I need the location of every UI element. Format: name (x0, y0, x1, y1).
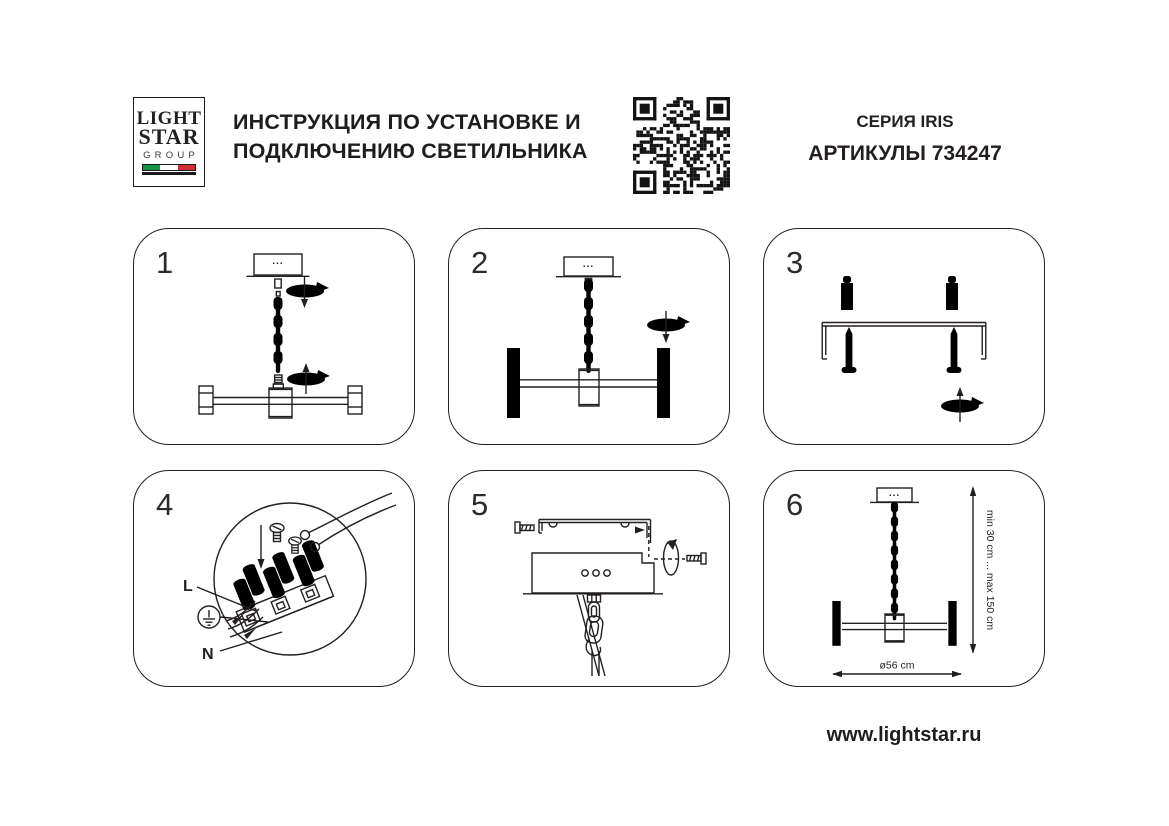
step1-diagram (134, 229, 416, 446)
qr-code (633, 97, 730, 194)
step2-diagram (449, 229, 731, 446)
logo-word-light: LIGHT (136, 107, 202, 129)
panel-step-4 (133, 470, 415, 687)
svg-text:L: L (183, 578, 193, 595)
svg-text:...: ... (582, 259, 595, 270)
logo-word-star: STAR (138, 123, 200, 149)
step-number: 6 (786, 487, 804, 522)
panel-step-5 (448, 470, 730, 687)
articles-label: АРТИКУЛЫ 734247 (808, 142, 1002, 165)
panel-step-1 (133, 228, 415, 445)
step-number: 4 (156, 487, 174, 522)
lightstar-logo (133, 97, 205, 187)
step3-diagram (764, 229, 1046, 446)
svg-text:min 30 cm ... max 150 cm: min 30 cm ... max 150 cm (984, 509, 996, 631)
step4-diagram (134, 471, 416, 688)
step6-diagram (764, 471, 1046, 688)
svg-text:...: ... (272, 256, 284, 267)
panel-step-6 (763, 470, 1045, 687)
product-info (760, 112, 1050, 166)
step-number: 1 (156, 245, 174, 280)
svg-text:N: N (202, 646, 214, 663)
step-number: 3 (786, 245, 804, 280)
flag-underline (142, 172, 196, 175)
step5-diagram (449, 471, 731, 688)
series-label: СЕРИЯ IRIS (856, 112, 954, 131)
panel-step-3 (763, 228, 1045, 445)
panel-step-2 (448, 228, 730, 445)
svg-text:...: ... (888, 488, 901, 499)
italian-flag-icon (142, 164, 196, 171)
page-title (233, 108, 588, 166)
website-label: www.lightstar.ru (826, 724, 982, 746)
step-number: 2 (471, 245, 489, 280)
ground-symbol-icon (198, 606, 220, 628)
step-number: 5 (471, 487, 489, 522)
title-line-1: ИНСТРУКЦИЯ ПО УСТАНОВКЕ И (233, 110, 581, 134)
title-line-2: ПОДКЛЮЧЕНИЮ СВЕТИЛЬНИКА (233, 139, 588, 163)
svg-text:ø56 cm: ø56 cm (879, 659, 915, 672)
logo-word-group: GROUP (143, 149, 199, 161)
